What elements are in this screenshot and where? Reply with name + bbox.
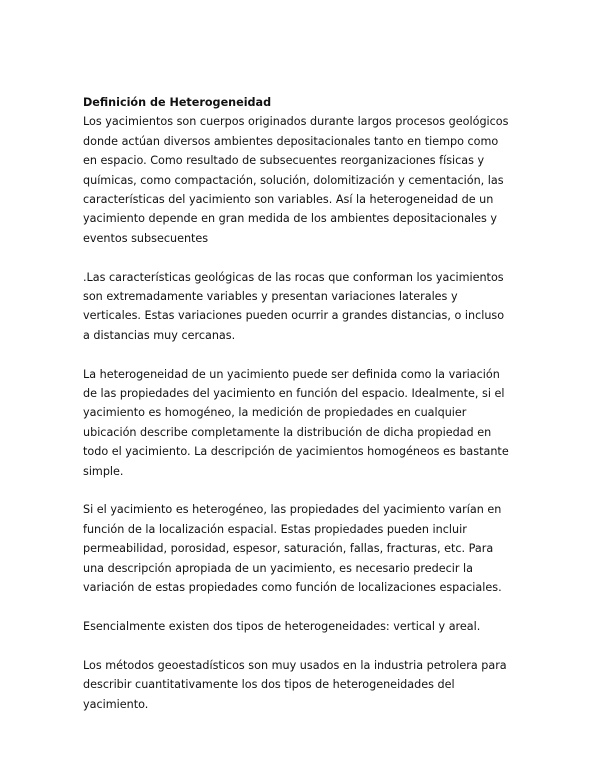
- paragraph-6: Los métodos geoestadísticos son muy usados en la industria petrolera para describir cuantitativamente los dos tipos de heterogeneidades del yacimiento.: [83, 658, 507, 711]
- paragraph-2: .Las características geológicas de las rocas que conforman los yacimientos son extremadamente variables y presentan variaciones laterales y verticales. Estas variaciones pueden ocurrir a grandes distancias, o incluso a distancias muy cercanas.: [83, 270, 505, 342]
- document-title: Definición de Heterogeneidad: [83, 96, 272, 109]
- paragraph-4: Si el yacimiento es heterogéneo, las propiedades del yacimiento varían en función de la localización espacial. Estas propiedades pueden incluir permeabilidad, porosidad, espesor, saturación, fallas, fracturas, etc. Para una descripción apropiada de un yacimiento, es necesario predecir la variación de estas propiedades como función de localizaciones espaciales.: [83, 503, 502, 595]
- paragraph-3: La heterogeneidad de un yacimiento puede ser definida como la variación de las propiedades del yacimiento en función del espacio. Idealmente, si el yacimiento es homogéneo, la medición de propiedades en cualquier ubicación describe completamente la distribución de dicha propiedad en todo el yacimiento. La descripción de yacimientos homogéneos es bastante simple.: [83, 367, 509, 478]
- document-page: [83, 93, 519, 733]
- paragraph-1: Los yacimientos son cuerpos originados durante largos procesos geológicos donde actúan diversos ambientes depositacionales tanto en tiempo como en espacio. Como resultado de subsecuentes reorganizaciones físicas y químicas, como compactación, solución, dolomitización y cementación, las características del yacimiento son variables. Así la heterogeneidad de un yacimiento depende en gran medida de los ambientes depositacionales y eventos subsecuentes: [83, 115, 509, 245]
- paragraph-5: Esencialmente existen dos tipos de heterogeneidades: vertical y areal.: [83, 619, 481, 633]
